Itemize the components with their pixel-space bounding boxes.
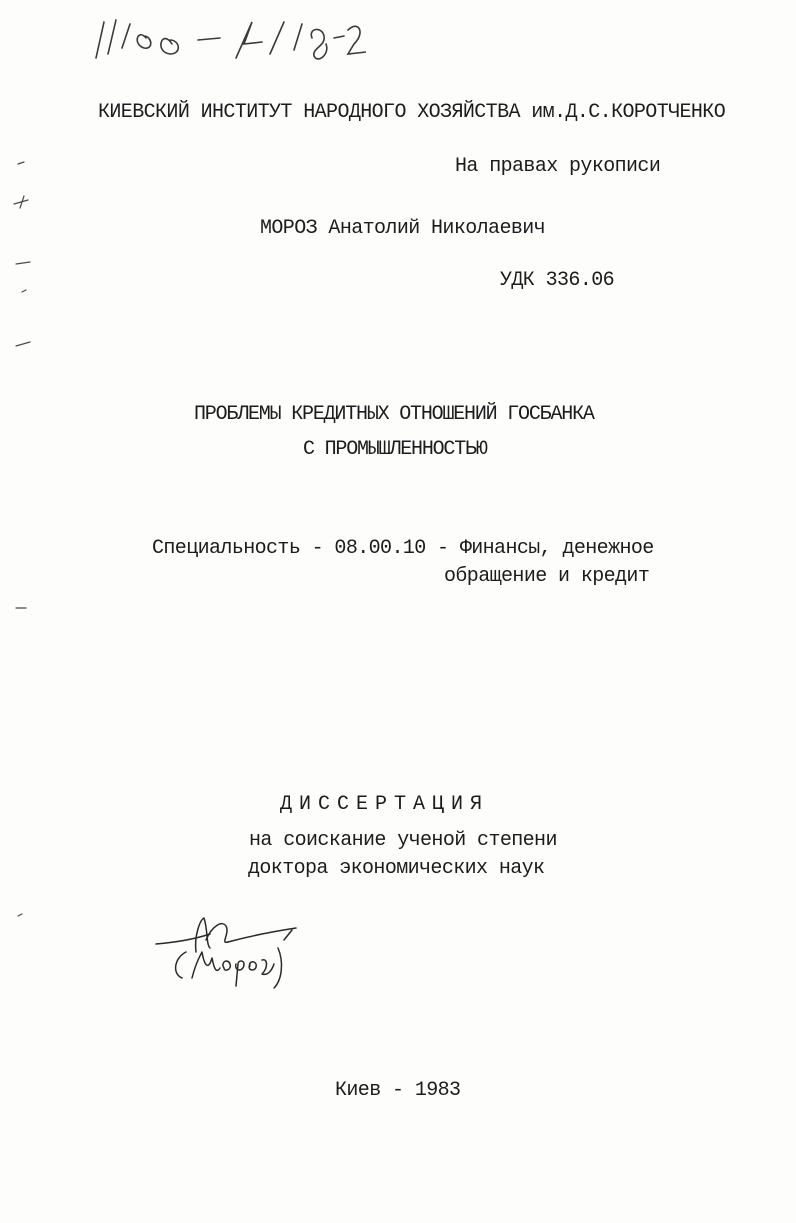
degree-line-1: на соискание ученой степени (249, 829, 557, 852)
dissertation-heading: ДИССЕРТАЦИЯ (280, 793, 490, 816)
margin-marks (0, 0, 40, 1223)
specialty-line-1: Специальность - 08.00.10 - Финансы, денежное (152, 537, 654, 560)
handwritten-archive-number (86, 14, 366, 70)
dissertation-title-line-2: С ПРОМЫШЛЕННОСТЬЮ (303, 438, 487, 461)
specialty-line-2: обращение и кредит (444, 565, 650, 588)
institute-name: КИЕВСКИЙ ИНСТИТУТ НАРОДНОГО ХОЗЯЙСТВА им.Д.С.КОРОТЧЕНКО (98, 101, 726, 124)
author-signature (150, 912, 305, 994)
dissertation-title-line-1: ПРОБЛЕМЫ КРЕДИТНЫХ ОТНОШЕНИЙ ГОСБАНКА (194, 403, 594, 426)
author-name: МОРОЗ Анатолий Николаевич (260, 217, 546, 240)
degree-line-2: доктора экономических наук (248, 857, 545, 880)
place-and-year: Киев - 1983 (335, 1079, 461, 1102)
udc-code: УДК 336.06 (500, 269, 615, 292)
manuscript-rights-note: На правах рукописи (455, 155, 661, 178)
